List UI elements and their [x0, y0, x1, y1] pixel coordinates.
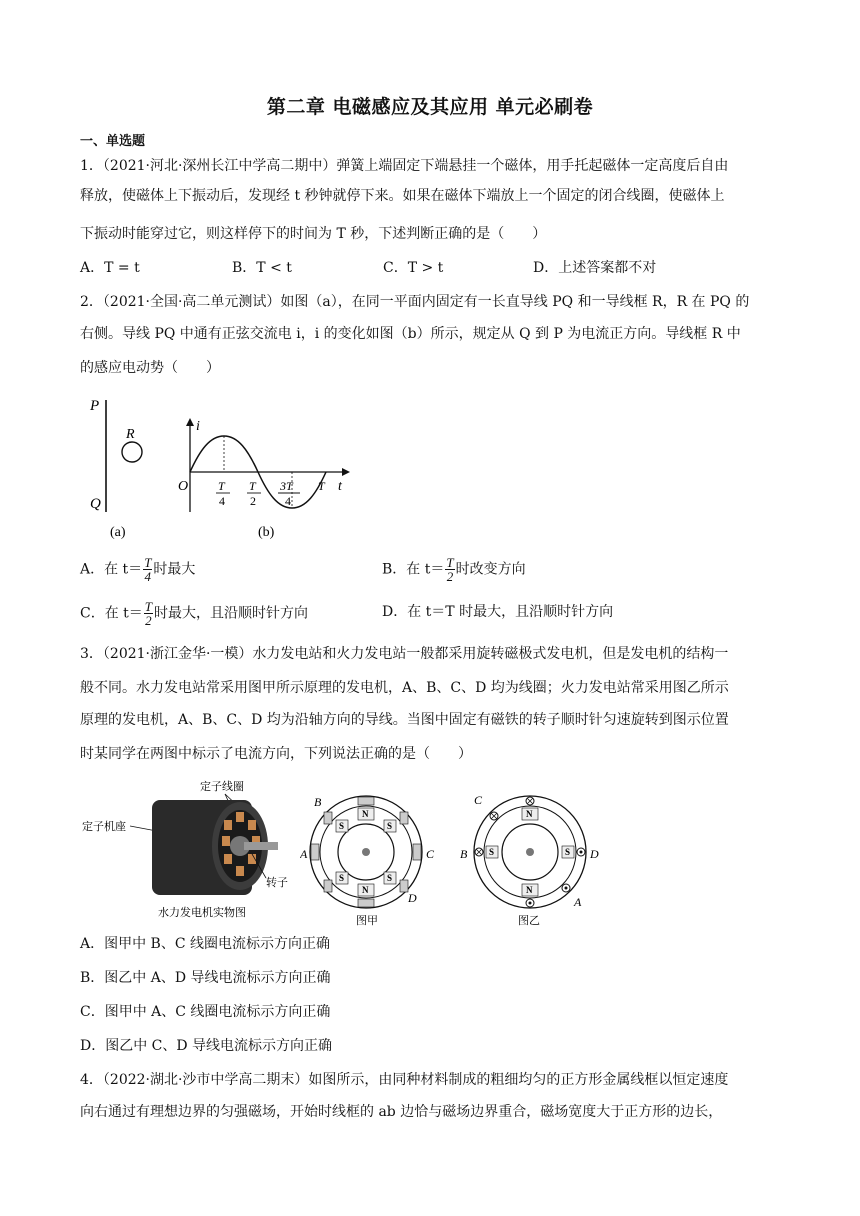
pole-S-lower-left: S	[339, 873, 345, 883]
wire-label-D: D	[590, 847, 599, 861]
tick-T2-num: T	[249, 479, 256, 493]
pole-N-bottom: N	[362, 885, 369, 895]
figure-jia	[300, 790, 440, 926]
tick-T2-den: 2	[250, 494, 256, 508]
q2-option-c: C．在 t＝ $\frac{T}{2}$ 时最大，且沿顺时针方向	[80, 599, 309, 628]
q2-option-a: A．在 t＝ $\frac{T}{4}$ 时最大	[80, 555, 196, 584]
wire-label-C: C	[474, 793, 483, 807]
label-stator-coil: 定子线圈	[200, 781, 244, 793]
pole-S-lower-right: S	[387, 873, 393, 883]
label-stator-base: 定子机座	[82, 821, 126, 833]
q1-option-d: D．上述答案都不对	[533, 260, 657, 276]
q1-line-1: 1．（2021·河北·深州长江中学高二期中）弹簧上端固定下端悬挂一个磁体，用手托起磁体一定高度后自由	[80, 158, 729, 174]
caption-jia: 图甲	[356, 915, 378, 926]
q3-line-3: 原理的发电机，A、B、C、D 均为沿轴方向的导线。当图中固定有磁铁的转子顺时针匀速旋转到图示位置	[80, 712, 729, 728]
q1-option-b: B．T < t	[232, 260, 292, 276]
q1-option-a: A．T = t	[80, 260, 140, 276]
figure-b-current-graph	[174, 414, 354, 542]
pole-N-bottom: N	[526, 885, 533, 895]
label-Q: Q	[90, 496, 101, 512]
tick-T: T	[318, 479, 325, 493]
generator-photo	[80, 774, 300, 924]
q3-option-c: C．图甲中 A、C 线圈电流标示方向正确	[80, 1004, 331, 1020]
q3-option-a: A．图甲中 B、C 线圈电流标示方向正确	[80, 936, 331, 952]
label-R: R	[126, 427, 135, 442]
q3-line-1: 3．（2021·浙江金华·一模）水力发电站和火力发电站一般都采用旋转磁极式发电机，但是发电机的结构一	[80, 646, 729, 662]
pole-S-left: S	[489, 847, 495, 857]
q3-line-2: 般不同。水力发电站常采用图甲所示原理的发电机，A、B、C、D 均为线圈；火力发电站常采用图乙所示	[80, 680, 729, 696]
coil-label-A: A	[300, 847, 308, 861]
wire-label-B: B	[460, 847, 468, 861]
tick-T4-den: 4	[219, 494, 225, 508]
q2-line-3: 的感应电动势（ ）	[80, 360, 220, 376]
q4-line-1: 4．（2022·湖北·沙市中学高二期末）如图所示，由同种材料制成的粗细均匀的正方形金属线框以恒定速度	[80, 1072, 729, 1088]
axis-label-i: i	[196, 419, 200, 434]
q1-option-c: C．T > t	[383, 260, 444, 276]
label-P: P	[90, 398, 100, 414]
q3-option-b: B．图乙中 A、D 导线电流标示方向正确	[80, 970, 331, 986]
page-title: 第二章 电磁感应及其应用 单元必刷卷	[266, 96, 594, 118]
figure-yi	[460, 790, 610, 926]
caption-photo: 水力发电机实物图	[158, 907, 246, 919]
pole-N-top: N	[526, 809, 533, 819]
axis-label-t: t	[338, 479, 342, 494]
section-heading: 一、单选题	[80, 134, 146, 149]
q1-line-3: 下振动时能穿过它，则这样停下的时间为 T 秒，下述判断正确的是（ ）	[80, 226, 547, 242]
pole-S-right: S	[565, 847, 571, 857]
q3-line-4: 时某同学在两图中标示了电流方向，下列说法正确的是（ ）	[80, 746, 472, 762]
coil-label-B: B	[314, 795, 322, 809]
q2-option-d: D．在 t＝T 时最大，且沿顺时针方向	[382, 604, 614, 620]
caption-yi: 图乙	[518, 915, 540, 926]
coil-label-C: C	[426, 847, 435, 861]
label-rotor: 转子	[266, 877, 288, 889]
q2-line-2: 右侧。导线 PQ 中通有正弦交流电 i，i 的变化如图（b）所示，规定从 Q 到 P 为电流正方向。导线框 R 中	[80, 326, 741, 342]
coil-label-D: D	[408, 891, 417, 905]
q2-line-1: 2．（2021·全国·高二单元测试）如图（a），在同一平面内固定有一长直导线 PQ 和一导线框 R，R 在 PQ 的	[80, 294, 750, 310]
wire-label-A: A	[574, 895, 582, 909]
figure-a-wire-loop	[84, 390, 174, 540]
pole-N-top: N	[362, 809, 369, 819]
pole-S-upper-left: S	[339, 821, 345, 831]
q1-line-2: 释放，使磁体上下振动后，发现经 t 秒钟就停下来。如果在磁体下端放上一个固定的闭合线圈，使磁体上	[80, 188, 725, 204]
q4-line-2: 向右通过有理想边界的匀强磁场，开始时线框的 ab 边恰与磁场边界重合，磁场宽度大于正方形的边长，	[80, 1104, 723, 1120]
caption-b: (b)	[258, 525, 275, 540]
tick-3T4-num: 3T	[280, 479, 293, 493]
pole-S-upper-right: S	[387, 821, 393, 831]
caption-a: (a)	[110, 525, 126, 540]
tick-3T4-den: 4	[285, 494, 291, 508]
tick-T4-num: T	[218, 479, 225, 493]
q2-option-b: B．在 t＝ $\frac{T}{2}$ 时改变方向	[382, 555, 526, 584]
origin-label: O	[178, 479, 189, 494]
q3-option-d: D．图乙中 C、D 导线电流标示方向正确	[80, 1038, 333, 1054]
